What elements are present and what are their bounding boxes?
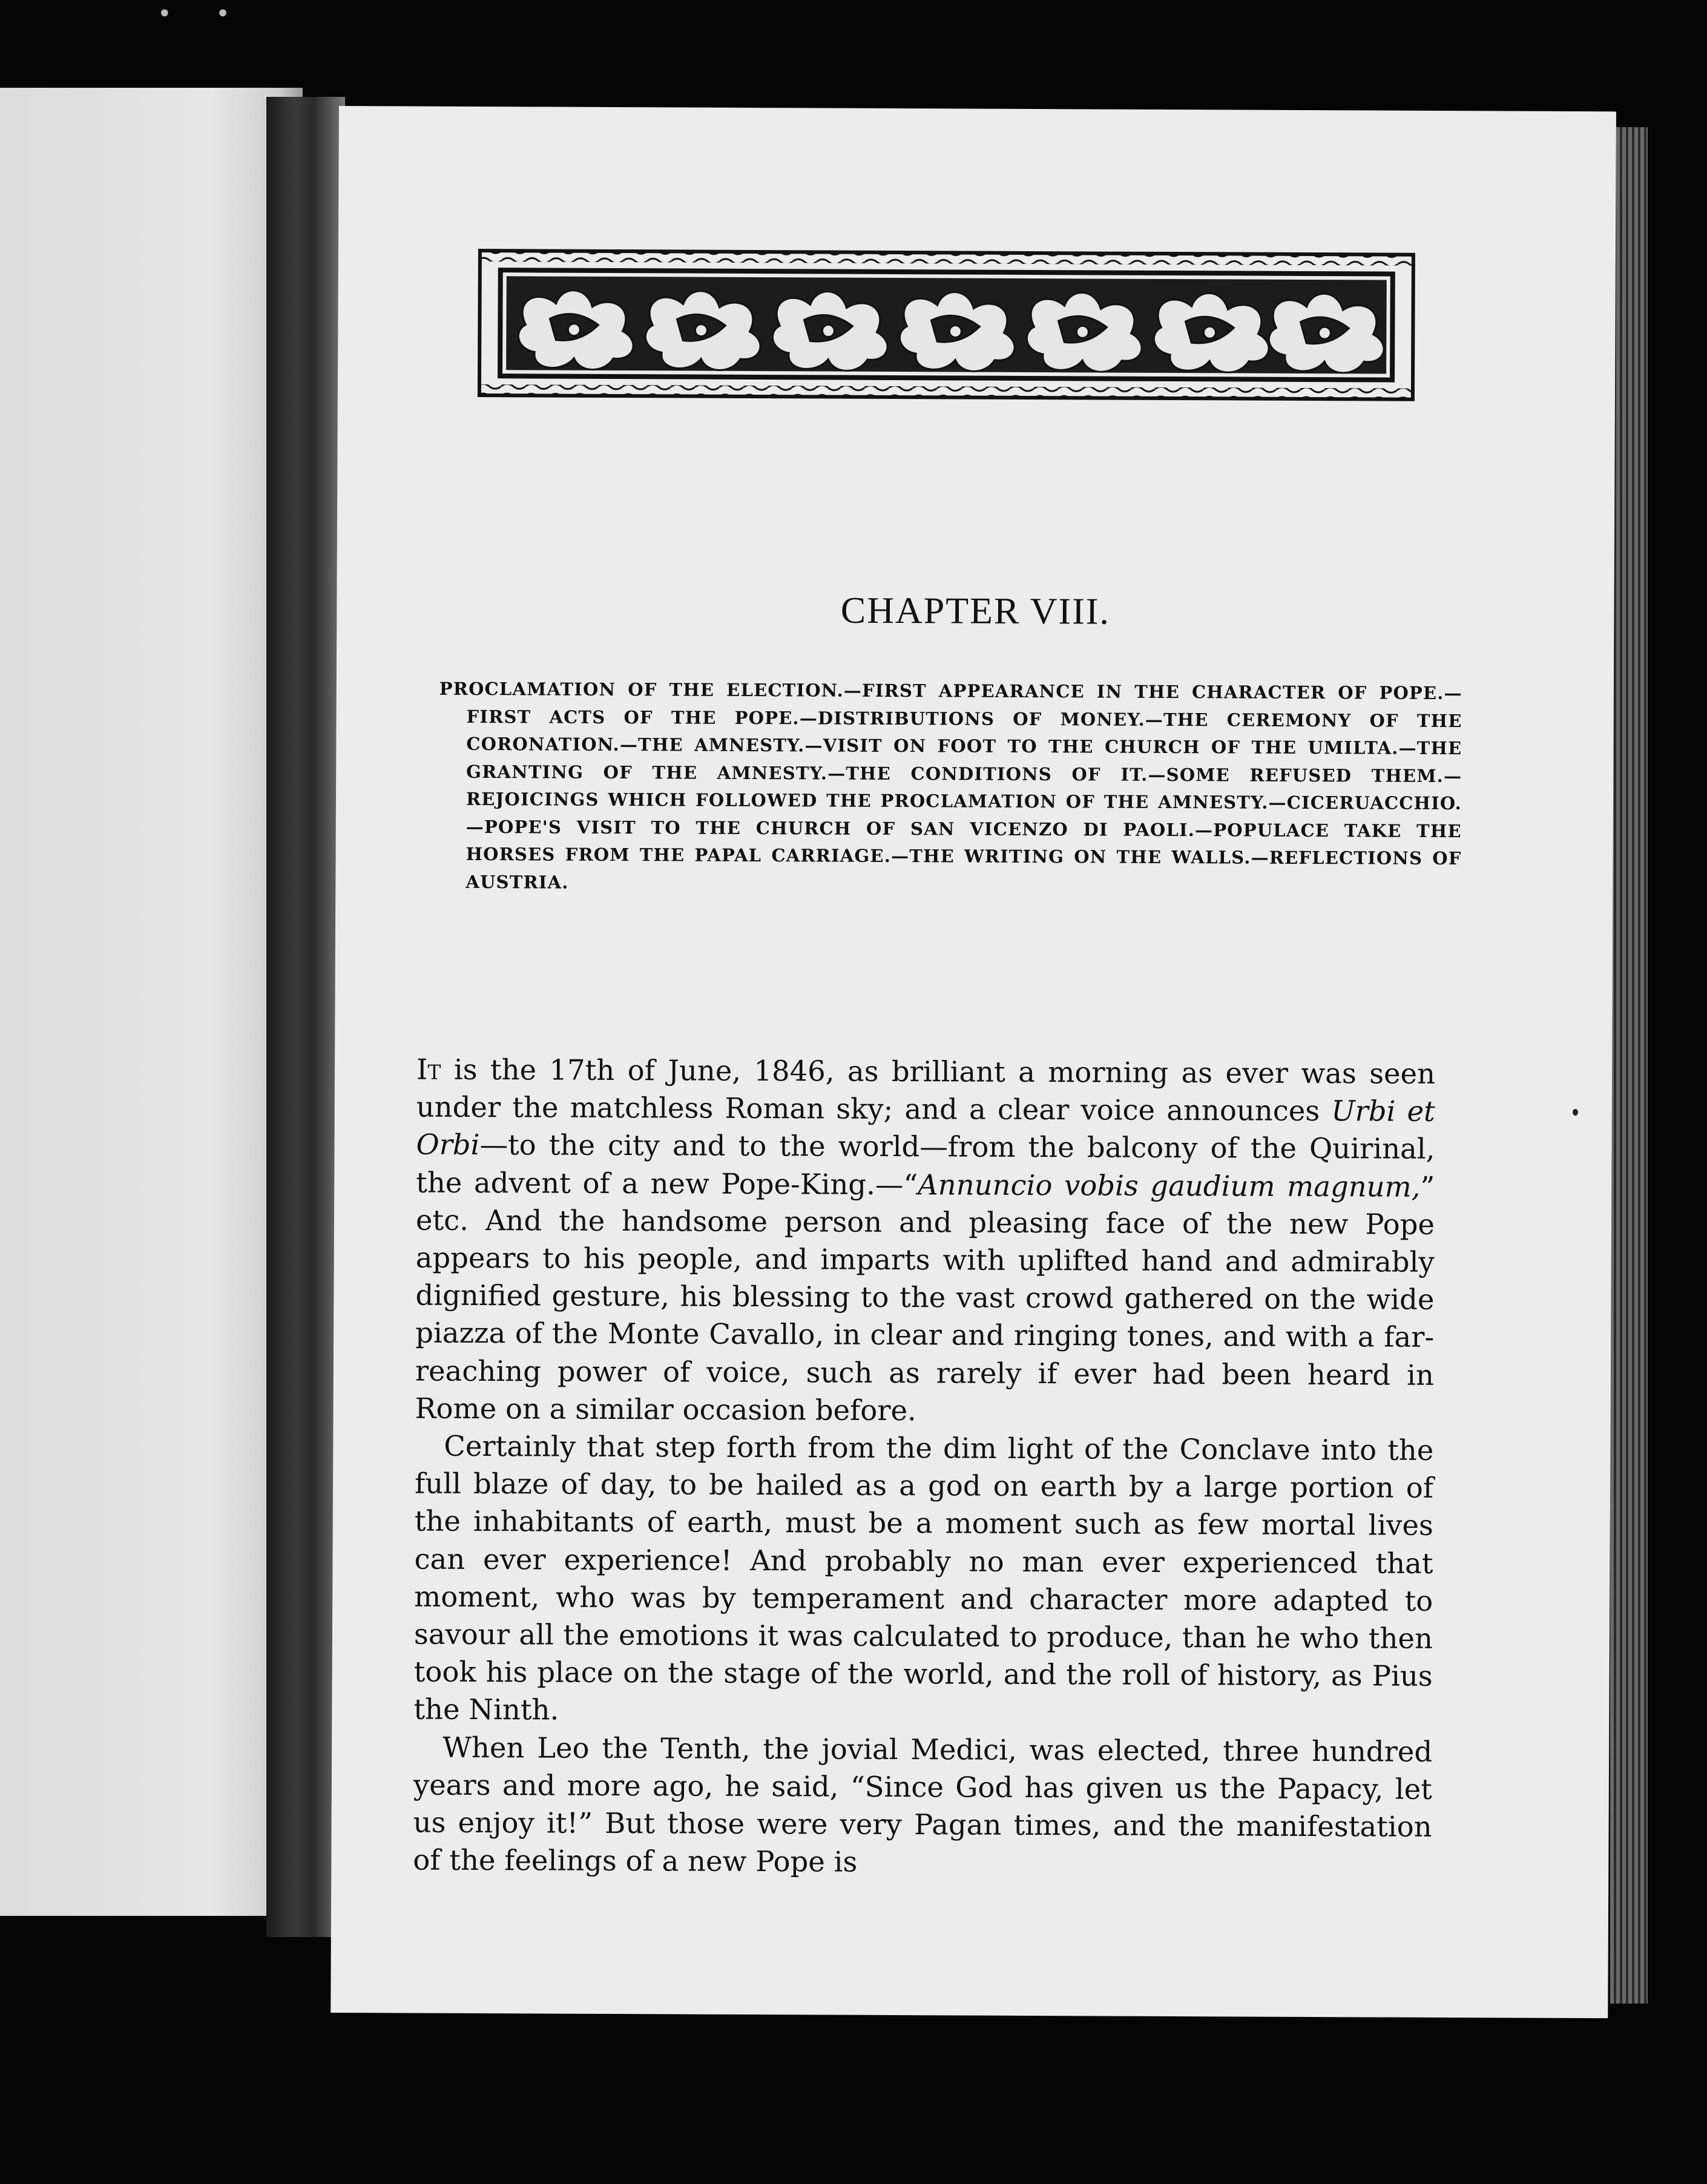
left-facing-page [0, 88, 303, 1916]
book-page [331, 106, 1616, 2018]
paragraph-1-text-a: is the 17th of June, 1846, as brilliant a morning as ever was seen under the matchless Roman sky; and a clear voice announces [416, 1053, 1436, 1128]
latin-phrase-annuncio: Annuncio vobis gaudium magnum, [918, 1168, 1421, 1203]
stray-ink-mark [1573, 1109, 1578, 1116]
latin-phrase-urbi-et-orbi: Urbi et Orbi [416, 1094, 1435, 1162]
chapter-synopsis: PROCLAMATION OF THE ELECTION.—FIRST APPEARANCE IN THE CHARACTER OF POPE.—FIRST ACTS OF THE POPE.—DISTRIBUTIONS OF MONEY.—THE CEREMONY OF THE CORONATION.—THE AMNESTY.—VISIT ON FOOT TO THE CHURCH OF THE UMILTA.—THE GRANTING OF THE AMNESTY.—THE CONDITIONS OF IT.—SOME REFUSED THEM.—REJOICINGS WHICH FOLLOWED THE PROCLAMATION OF THE AMNESTY.—CICERUACCHIO.—POPE'S VISIT TO THE CHURCH OF SAN VICENZO DI PAOLI.—POPULACE TAKE THE HORSES FROM THE PAPAL CARRIAGE.—THE WRITING ON THE WALLS.—REFLECTIONS OF AUSTRIA. [439, 678, 1462, 893]
paragraph-2: Certainly that step forth from the dim light of the Conclave into the full blaze of day, to be hailed as a god on earth by a large portion of the inhabitants of earth, must be a moment such as few mortal lives can ever experience! And probably no man ever experienced that moment, who was by temperament and character more adapted to savour all the emotions it was calculated to produce, than he who then took his place on the stage of the world, and the roll of history, as Pius the Ninth. [413, 1429, 1434, 1727]
page-edges [1610, 127, 1648, 2004]
paragraph-lead-word: It [416, 1053, 441, 1086]
paragraph-1-text-c: ” etc. And the handsome person and pleasing face of the new Pope appears to his people, and imparts with uplifted hand and admirably dignified gesture, his blessing to the vast crowd gathered on the wide piazza of the Monte Cavallo, in clear and ringing tones, and with a far-reaching power of voice, such as rarely if ever had been heard in Rome on a similar occasion before. [415, 1170, 1435, 1427]
scan-edge-marks: • • [157, 0, 248, 28]
chapter-title: CHAPTER VIII. [840, 590, 1111, 633]
ornamental-headpiece [477, 246, 1416, 404]
paragraph-1-text-b: —to the city and to the world—from the balcony of the Quirinal, the advent of a new Pope-King.—“ [416, 1128, 1435, 1201]
chapter-body [413, 1051, 1435, 1884]
paragraph-1 [415, 1051, 1435, 1432]
paragraph-3: When Leo the Tenth, the jovial Medici, was elected, three hundred years and more ago, he said, “Since God has given us the Papacy, let us enjoy it!” But those were very Pagan times, and the manifestation of the feelings of a new Pope is [413, 1731, 1433, 1879]
